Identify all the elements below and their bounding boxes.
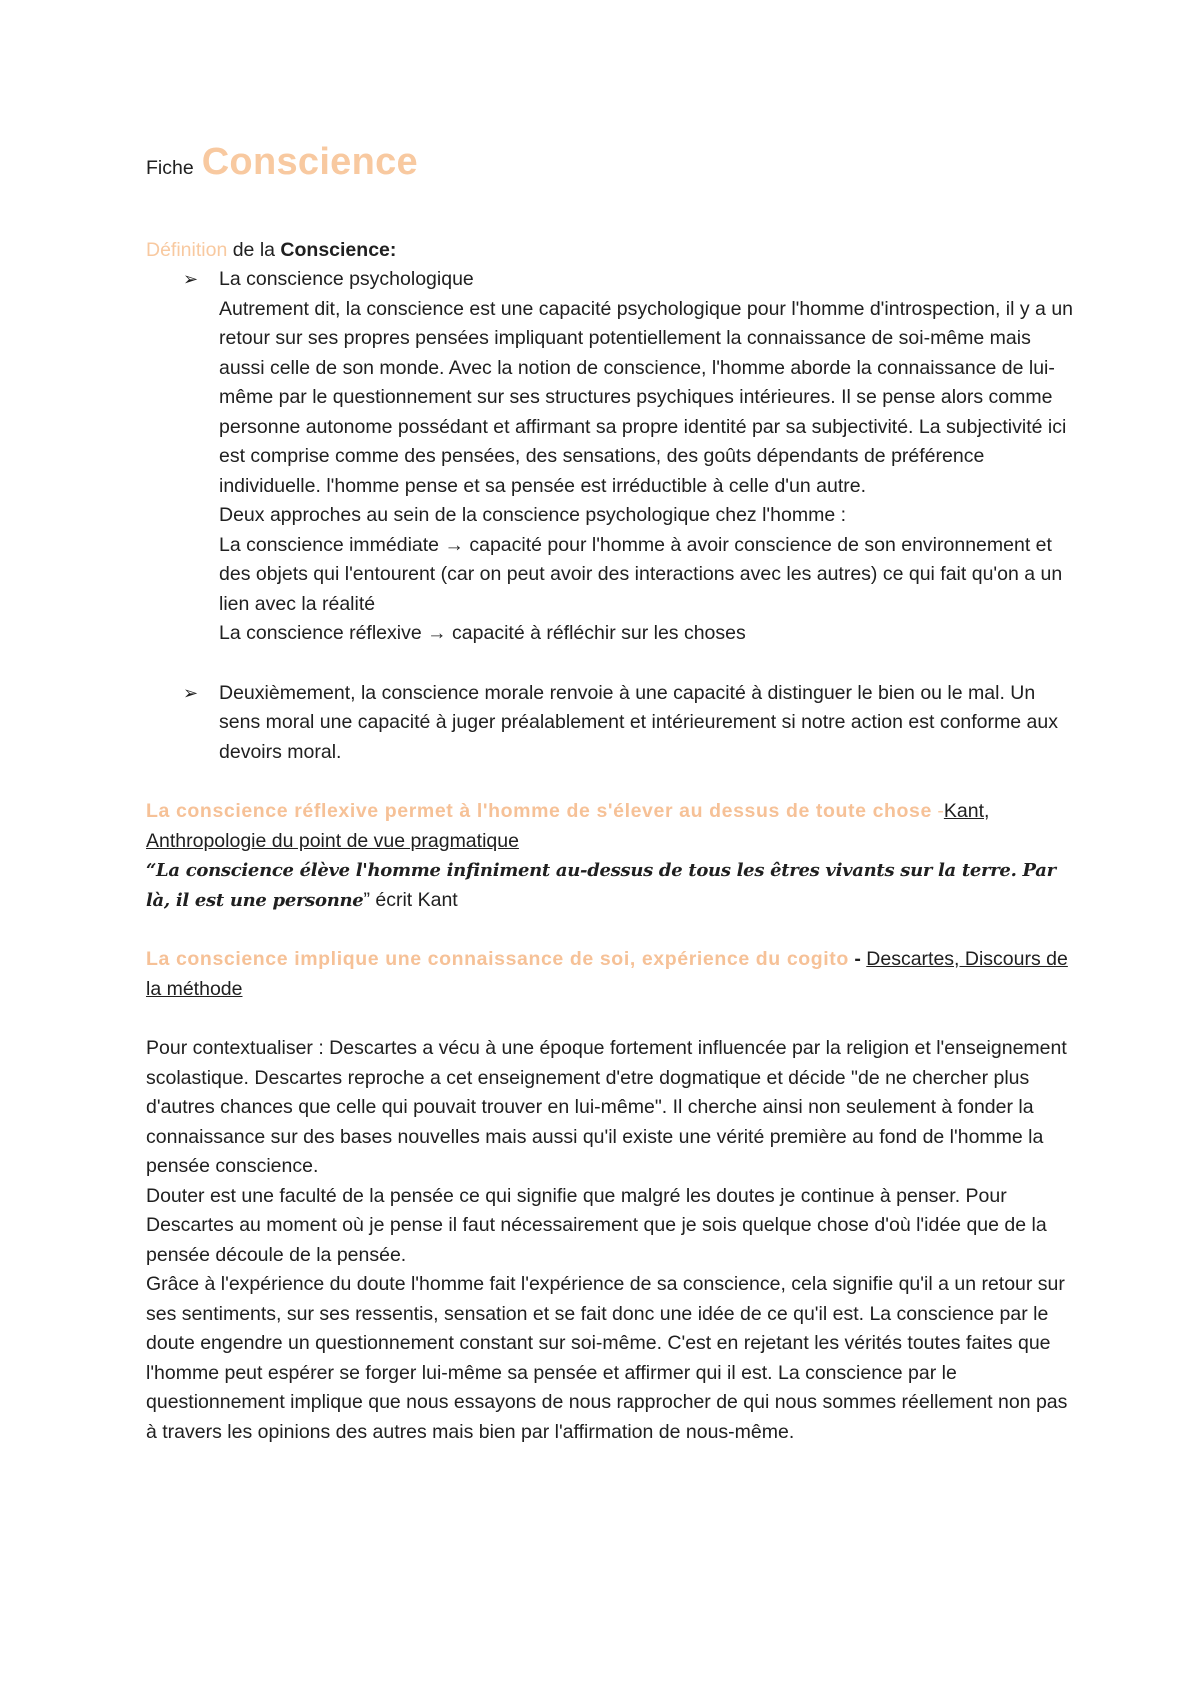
definition-list — [146, 265, 1080, 767]
definition-heading-bold: Conscience: — [280, 238, 397, 261]
kant-heading-text: La conscience réflexive permet à l'homme de s'élever au dessus de toute chose — [146, 800, 932, 822]
spacer — [146, 767, 1080, 797]
title-prefix: Fiche — [146, 157, 194, 179]
list-item-moral — [146, 679, 1080, 768]
item-moral-text: Deuxièmement, la conscience morale renvoie à une capacité à distinguer le bien ou le mal. Un sens moral une capacité à juger préalablement et intérieurement si notre action est conforme aux devoirs moral. — [219, 681, 1058, 763]
kant-quote-end: ” écrit Kant — [363, 888, 458, 911]
descartes-separator: - — [848, 948, 867, 970]
item-immediate: La conscience immédiate → capacité pour l'homme à avoir conscience de son environnement et des objets qui l'entourent (car on peut avoir des interactions avec les autres) ce qui fait qu'on a un lien avec la réalité — [219, 533, 1063, 615]
arrow-bullet-icon: ➢ — [183, 269, 199, 290]
item-reflexive: La conscience réflexive → capacité à réfléchir sur les choses — [219, 622, 746, 644]
spacer — [146, 915, 1080, 945]
item-paragraph: Autrement dit, la conscience est une capacité psychologique pour l'homme d'introspection, il y a un retour sur ses propres pensées impliquant potentiellement la connaissance de soi-même mais aussi celle de son monde. Avec la notion de conscience, l'homme aborde la connaissance de lui-même par le questionnement sur ses structures psychiques intérieures. Il se pense alors comme personne autonome possédant et affirmant sa propre identité par sa subjectivité. La subjectivité ici est comprise comme des pensées, des sensations, des goûts dépendants de préférence individuelle. l'homme pense et sa pensée est irréductible à celle d'un autre. — [219, 297, 1074, 497]
context-paragraph-2: Douter est une faculté de la pensée ce qui signifie que malgré les doutes je continue à penser. Pour Descartes au moment où je pense il faut nécessairement que je sois quelque chose d'où l'idée que de la pensée découle de la pensée. — [146, 1184, 1047, 1266]
definition-heading — [146, 236, 1080, 266]
kant-separator: - — [931, 800, 944, 822]
descartes-heading — [146, 945, 1080, 1004]
item-approaches: Deux approches au sein de la conscience psychologique chez l'homme : — [219, 504, 847, 526]
descartes-reference-link[interactable]: Descartes, Discours de la méthode — [146, 948, 1068, 1000]
kant-quote-text: “La conscience élève l'homme infiniment au-dessus de tous les êtres vivants sur la terre. Par là, il est une personne — [146, 860, 1056, 911]
title-main: Conscience — [201, 141, 418, 183]
list-spacer — [146, 649, 1080, 679]
kant-reference-link[interactable]: Kant, Anthropologie du point de vue pragmatique — [146, 800, 990, 852]
definition-heading-mid: de la — [227, 238, 281, 261]
kant-quote — [146, 856, 1080, 915]
context-paragraph-3: Grâce à l'expérience du doute l'homme fait l'expérience de sa conscience, cela signifie qu'il a un retour sur ses sentiments, sur ses ressentis, sensation et se fait donc une idée de ce qu'il est. La conscience par le doute engendre un questionnement constant sur soi-même. C'est en rejetant les vérités toutes faites que l'homme peut espérer se forger lui-même sa pensée et affirmer qui il est. La conscience par le questionnement implique que nous essayons de nous rapprocher de qui nous sommes réellement non pas à travers les opinions des autres mais bien par l'affirmation de nous-même. — [146, 1273, 1068, 1443]
context-paragraph-1: Pour contextualiser : Descartes a vécu à une époque fortement influencée par la religion et l'enseignement scolastique. Descartes reproche a cet enseignement d'etre dogmatique et décide "de ne chercher plus d'autres chances que celle qui pouvait trouver en lui-même". Il cherche ainsi non seulement à fonder la connaissance sur des bases nouvelles mais aussi qu'il existe une vérité première au fond de l'homme la pensée conscience. — [146, 1037, 1067, 1177]
list-item-psychological — [146, 265, 1080, 649]
definition-heading-accent: Définition — [146, 238, 228, 261]
arrow-bullet-icon: ➢ — [183, 682, 199, 704]
item-title: La conscience psychologique — [219, 268, 474, 290]
kant-heading — [146, 797, 1080, 856]
descartes-heading-text: La conscience implique une connaissance de soi, expérience du cogito — [146, 948, 849, 970]
document-title — [146, 141, 1080, 184]
spacer — [146, 1004, 1080, 1034]
